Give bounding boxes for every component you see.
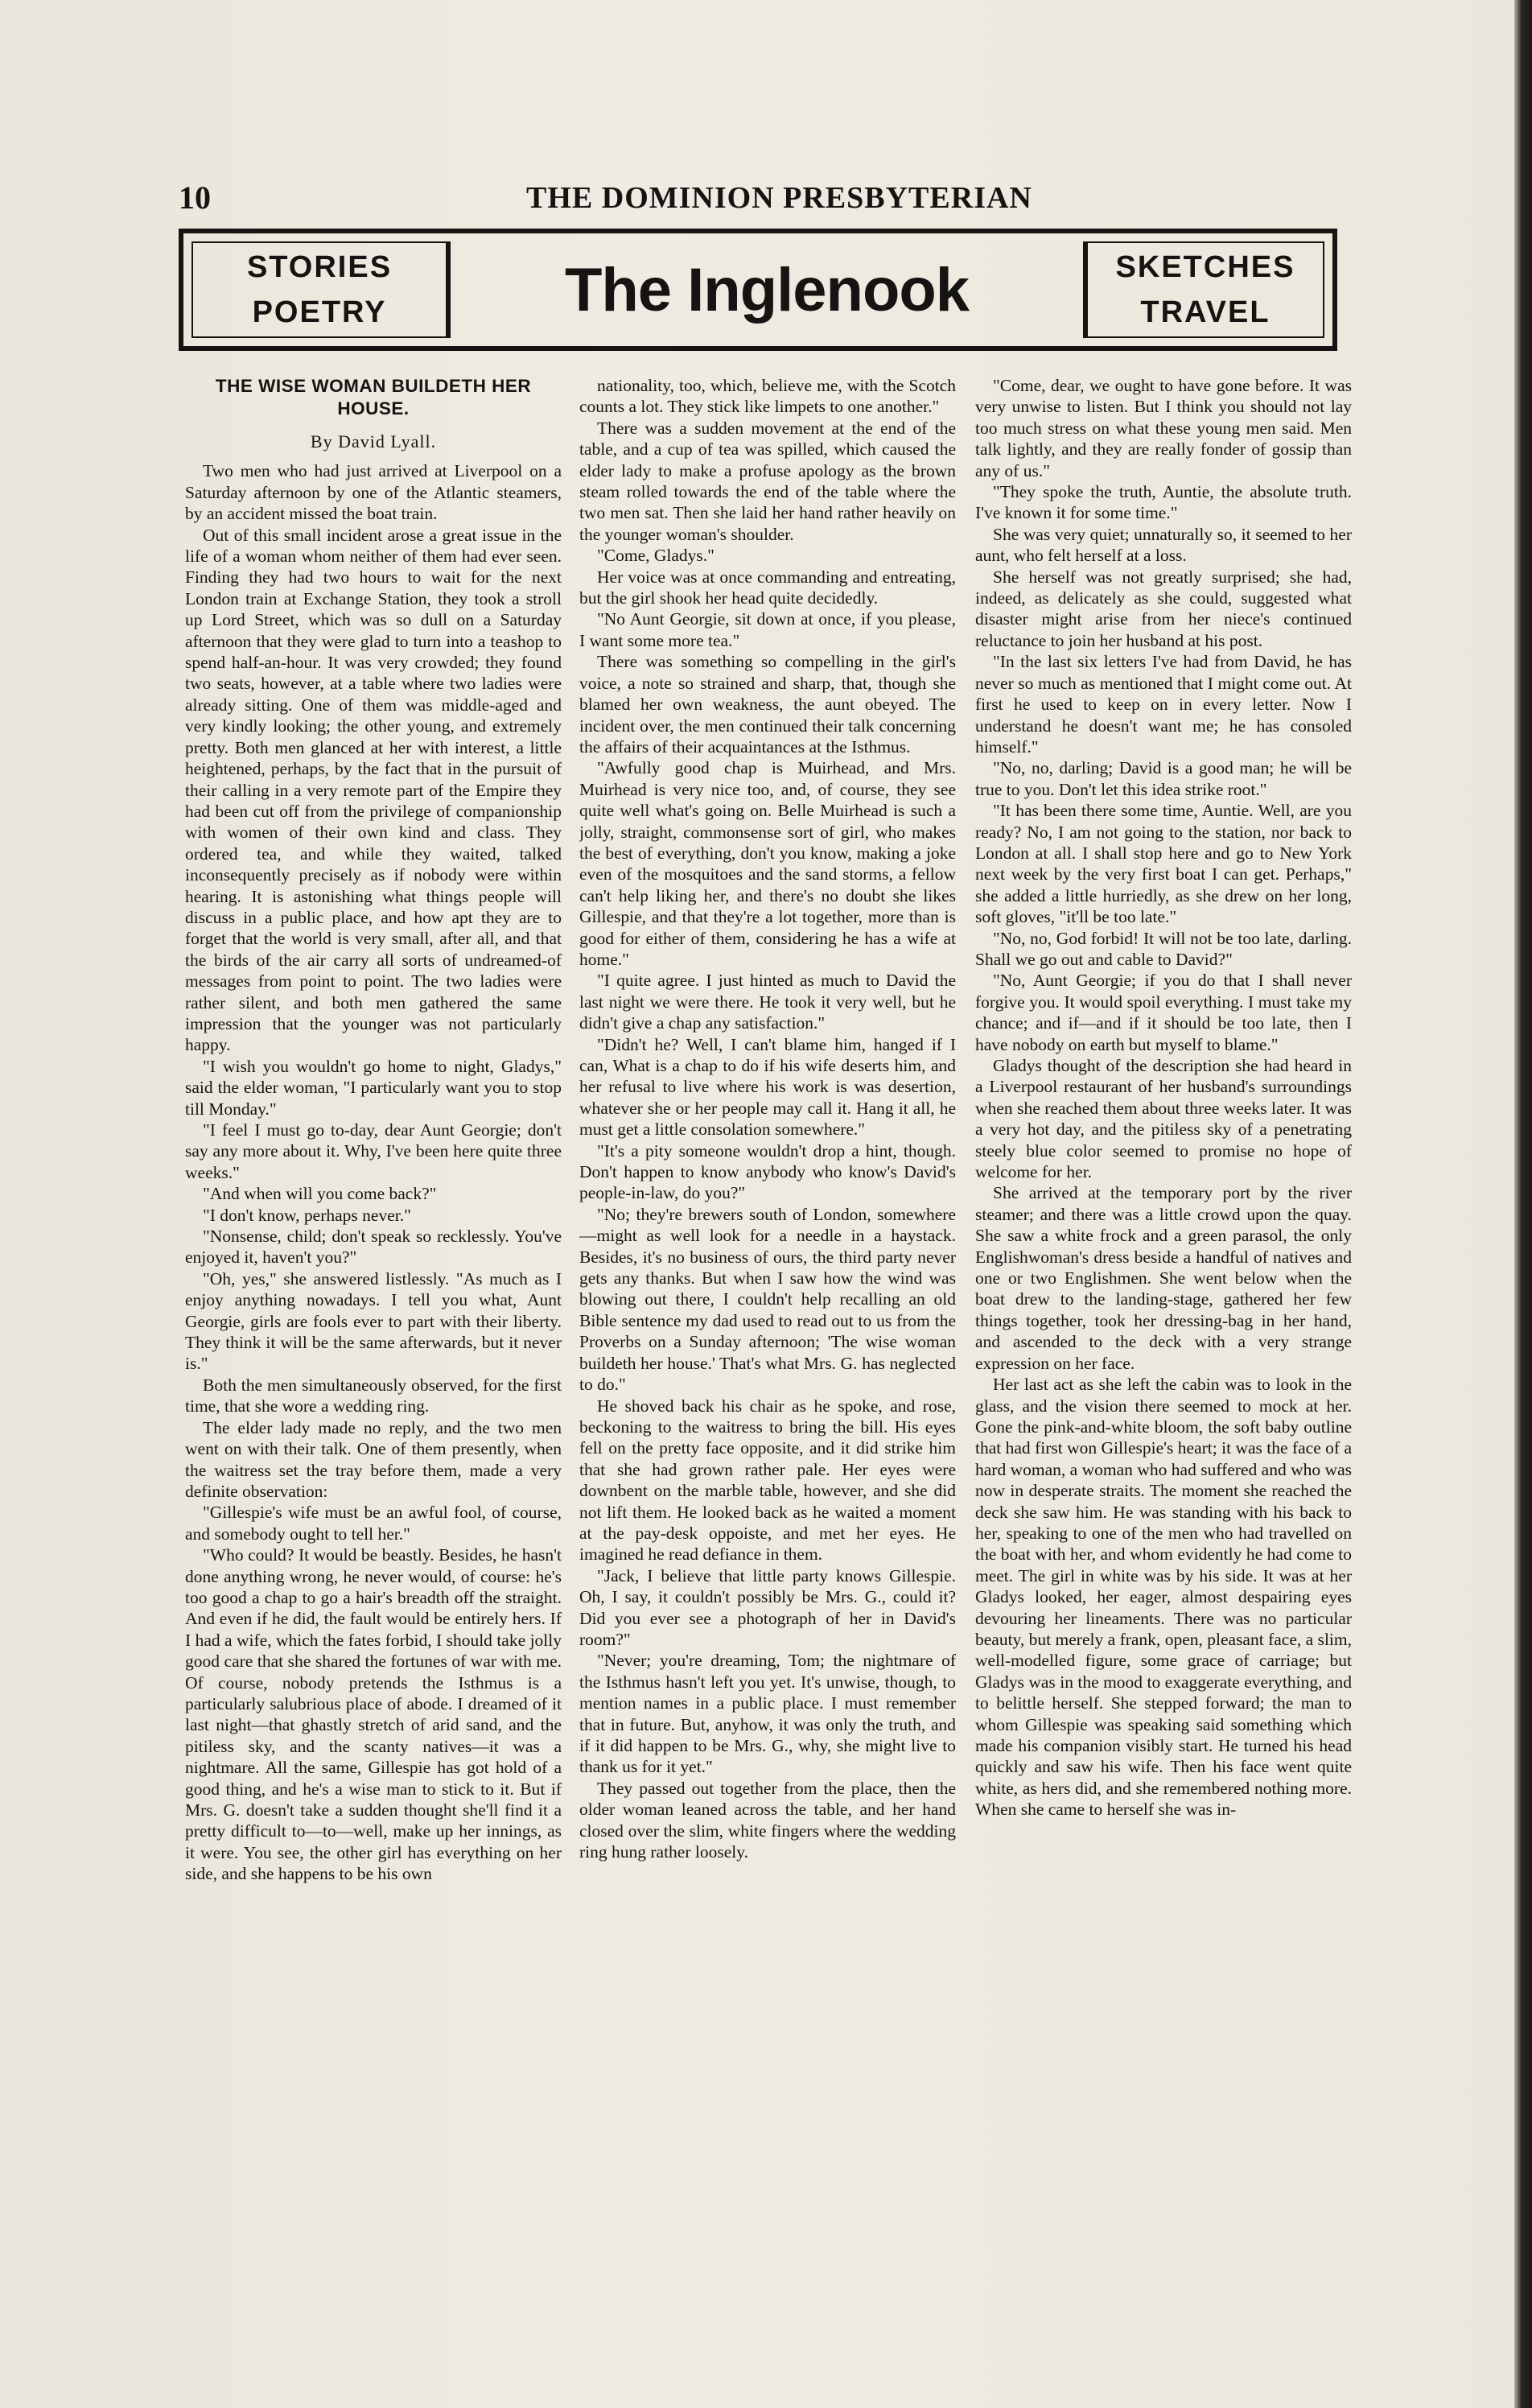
paragraph: nationality, too, which, believe me, with the Scotch counts a lot. They stick like limpets to one another." — [579, 376, 956, 417]
paragraph: Out of this small incident arose a great issue in the life of a woman whom neither of them had ever seen. Finding they had two hours to wait for the next London train at Exchange Station, they took a stroll up Lord Street, which was so dull on a Saturday afternoon that they were glad to turn into a teashop to spend half-an-hour. It was very crowded; they found two seats, however, at a table where two ladies were already sitting. One of them was middle-aged and very kindly looking; the other young, and extremely pretty. Both men glanced at her with interest, a little heightened, perhaps, by the fact that in the pursuit of their calling in a very remote part of the Empire they had been cut off from the privilege of companionship with women of their own kind and class. They ordered tea, and while they waited, talked inconsequently precisely as if nobody were within hearing. It is astonishing what things people will discuss in a public place, and how apt they are to forget that the world is very small, after all, and that the birds of the air carry all sorts of undreamed-of messages from point to point. The two ladies were rather silent, and both men gathered the same impression that the younger was not particularly happy. — [185, 525, 562, 1055]
paragraph: "I don't know, perhaps never." — [203, 1205, 411, 1225]
paragraph: "I quite agree. I just hinted as much to David the last night we were there. He took it very well, but he didn't give a chap any satisfaction." — [579, 971, 956, 1033]
paragraph: "Gillespie's wife must be an awful fool, of course, and somebody ought to tell her." — [185, 1503, 562, 1544]
page-number: 10 — [179, 179, 211, 216]
paragraph: They passed out together from the place, then the older woman leaned across the table, and her hand closed over the slim, white fingers where the wedding ring hung rather loosely. — [579, 1778, 956, 1862]
paragraph: "No Aunt Georgie, sit down at once, if you please, I want some more tea." — [579, 609, 956, 650]
paragraph: Her voice was at once commanding and entreating, but the girl shook her head quite decidedly. — [579, 567, 956, 608]
paragraph: "Oh, yes," she answered listlessly. "As much as I enjoy anything nowadays. I tell you what, Aunt Georgie, girls are fools ever to part with their liberty. They think it will be the same afterwards, but it never is." — [185, 1268, 562, 1374]
paragraph: "No; they're brewers south of London, somewhere—might as well look for a needle in a haystack. Besides, it's no business of ours, the third party never gets any thanks. But when I saw how the wind was blowing out there, I couldn't help recalling an old Bible sentence my dad used to read out to us from the Proverbs on a Sunday afternoon; 'The wise woman buildeth her house.' That's what Mrs. G. has neglected to do." — [579, 1204, 956, 1395]
paragraph: "Come, dear, we ought to have gone before. It was very unwise to listen. But I think you should not lay too much stress on what these young men said. Men talk lightly, and they are really fonder of gossip than any of us." — [975, 376, 1352, 480]
story-title: THE WISE WOMAN BUILDETH HER HOUSE. — [215, 376, 532, 419]
text-column-2 — [579, 375, 956, 2355]
column-3-body — [975, 375, 1352, 1820]
byline: By David Lyall. — [310, 431, 437, 452]
publication-title: THE DOMINION PRESBYTERIAN — [526, 181, 1032, 215]
banner-poetry: POETRY — [252, 295, 387, 329]
paragraph: Two men who had just arrived at Liverpool on a Saturday afternoon by one of the Atlantic steamers, by an accident missed the boat train. — [185, 461, 562, 524]
paragraph: "Nonsense, child; don't speak so recklessly. You've enjoyed it, haven't you?" — [185, 1227, 562, 1268]
banner-stories: STORIES — [246, 250, 393, 284]
paragraph: She arrived at the temporary port by the river steamer; and there was a little crowd upon the quay. She saw a white frock and a green parasol, the only Englishwoman's dress beside a handful of natives and one or two Englishmen. She went below when the boat drew to the landing-stage, gathered her few things together, took her dressing-bag in her hand, and ascended to the deck with a very strange expression on her face. — [975, 1183, 1352, 1373]
paragraph: There was a sudden movement at the end of the table, and a cup of tea was spilled, which caused the elder lady to make a profuse apology as the brown steam rolled towards the end of the table where the two men sat. Then she laid her hand rather heavily on the younger woman's shoulder. — [579, 418, 956, 544]
paragraph: "Who could? It would be beastly. Besides, he hasn't done anything wrong, he never would, of course: he's too good a chap to go a hair's breadth off the straight. And even if he did, the fault would be entirely hers. If I had a wife, which the fates forbid, I should take jolly good care that she shared the fortunes of war with me. Of course, nobody pretends the Isthmus is a particularly salubrious place of abode. I dreamed of it last night—that ghastly stretch of arid sand, and the pitiless sky, and the scanty natives—it was a nightmare. All the same, Gillespie has got hold of a good thing, and he's a wise man to stick to it. But if Mrs. G. doesn't take a sudden thought she'll find it a pretty difficult to—to—well, make up her innings, as it were. You see, the other girl has everything on her side, and she happens to be his own — [185, 1545, 562, 1884]
paragraph: "Awfully good chap is Muirhead, and Mrs. Muirhead is very nice too, and, of course, they see quite well what's going on. Belle Muirhead is such a jolly, straight, commonsense sort of girl, who makes the best of everything, don't you know, making a joke even of the mosquitoes and the sand storms, a fellow can't help liking her, and there's no doubt she likes Gillespie, and that they're a lot together, more than is good for either of them, considering he has a wife at home." — [579, 758, 956, 969]
paragraph: "Didn't he? Well, I can't blame him, hanged if I can, What is a chap to do if his wife deserts him, and her refusal to live where his work is was desertion, whatever she or her people may call it. Hang it all, he must get a little consolation somewhere." — [579, 1034, 956, 1140]
page-binding-edge — [1514, 0, 1532, 2408]
paragraph: "They spoke the truth, Auntie, the absolute truth. I've known it for some time." — [975, 482, 1352, 523]
paragraph: "Jack, I believe that little party knows Gillespie. Oh, I say, it couldn't possibly be Mrs. G., could it? Did you ever see a photograph of her in David's room?" — [579, 1565, 956, 1649]
paragraph: "In the last six letters I've had from David, he has never so much as mentioned that I might come out. At first he used to keep on in every letter. Now I understand he doesn't want me; he has consoled himself." — [975, 652, 1352, 757]
paragraph: Gladys thought of the description she had heard in a Liverpool restaurant of her husband's surroundings when she reached them about three weeks later. It was a very hot day, and the pitiless sky of a penetrating steely blue color seemed to promise no hope of welcome for her. — [975, 1056, 1352, 1182]
paragraph: There was something so compelling in the girl's voice, a note so strained and sharp, that, though she blamed her own weakness, the aunt obeyed. The incident over, the men continued their talk concerning the affairs of their acquaintances at the Isthmus. — [579, 652, 956, 757]
paragraph: "It has been there some time, Auntie. Well, are you ready? No, I am not going to the station, nor back to London at all. I shall stop here and go to New York next week by the very first boat I can get. Perhaps," she added a little hurriedly, as she drew on her long, soft gloves, "it'll be too late." — [975, 801, 1352, 927]
column-2-body — [579, 375, 956, 1862]
paragraph: "No, no, God forbid! It will not be too late, darling. Shall we go out and cable to David?" — [975, 928, 1352, 969]
paragraph: She herself was not greatly surprised; she had, indeed, as delicately as she could, suggested what disaster might arise from her niece's continued reluctance to join her husband at his post. — [975, 567, 1352, 650]
masthead — [179, 179, 1337, 214]
paragraph: "I wish you wouldn't go home to night, Gladys," said the elder woman, "I particularly want you to stop till Monday." — [185, 1056, 562, 1119]
paragraph: "No, Aunt Georgie; if you do that I shall never forgive you. It would spoil everything. I must take my chance; and if—and if it should be too late, then I have nobody on earth but myself to blame." — [975, 971, 1352, 1054]
paragraph: "No, no, darling; David is a good man; he will be true to you. Don't let this idea strike root." — [975, 758, 1352, 799]
text-column-3 — [975, 375, 1352, 2355]
paragraph: "Never; you're dreaming, Tom; the nightmare of the Isthmus hasn't left you yet. It's unwise, though, to mention names in a public place. I must remember that in future. But, anyhow, it was only the truth, and if it did happen to be Mrs. G., why, she might live to thank us for it yet." — [579, 1651, 956, 1777]
paragraph: She was very quiet; unnaturally so, it seemed to her aunt, who felt herself at a loss. — [975, 524, 1352, 566]
section-banner — [179, 229, 1337, 351]
paragraph: "And when will you come back?" — [203, 1184, 437, 1204]
banner-sketches: SKETCHES — [1115, 250, 1295, 284]
paragraph: "Come, Gladys." — [597, 546, 715, 566]
paragraph: Her last act as she left the cabin was to look in the glass, and the vision there seemed to mock at her. Gone the pink-and-white bloom, the soft baby outline that had first won Gillespie's heart; it was the face of a hard woman, a woman who had suffered and who was now in desperate straits. The moment she reached the deck she saw him. He was standing with his back to her, speaking to one of the men who had travelled on the boat with her, and whom evidently he had come to meet. The girl in white was by his side. It was at her Gladys looked, her eager, almost despairing eyes devouring her lineaments. There was no particular beauty, but merely a frank, open, pleasant face, a slim, well-modelled figure, some grace of carriage; but Gladys was in the mood to exaggerate everything, and to belittle herself. She stepped forward; the man to whom Gillespie was speaking said something which made his companion visibly start. He turned his head quickly and saw his wife. Then his face went quite white, as hers did, and she remembered nothing more. When she came to herself she was in- — [975, 1375, 1352, 1820]
paragraph: "I feel I must go to-day, dear Aunt Georgie; don't say any more about it. Why, I've been here quite three weeks." — [185, 1120, 562, 1182]
text-column-1 — [185, 375, 562, 2355]
banner-right-box — [1083, 241, 1324, 338]
paragraph: He shoved back his chair as he spoke, and rose, beckoning to the waitress to bring the bill. His eyes fell on the pretty face opposite, and it did strike him that she had grown rather pale. Her eyes were downbent on the marble table, however, and she did not lift them. He looked back as he waited a moment at the pay-desk oppoiste, and met her eyes. He imagined he read defiance in them. — [579, 1396, 956, 1565]
banner-left-box — [192, 241, 451, 338]
column-1-body — [185, 460, 562, 1884]
paragraph: Both the men simultaneously observed, for the first time, that she wore a wedding ring. — [185, 1375, 562, 1416]
banner-travel: TRAVEL — [1140, 295, 1270, 329]
paragraph: "It's a pity someone wouldn't drop a hint, though. Don't happen to know anybody who know's David's people-in-law, do you?" — [579, 1140, 956, 1203]
section-title: The Inglenook — [564, 255, 970, 324]
paragraph: The elder lady made no reply, and the two men went on with their talk. One of them presently, when the waitress set the tray before them, made a very definite observation: — [185, 1417, 562, 1501]
